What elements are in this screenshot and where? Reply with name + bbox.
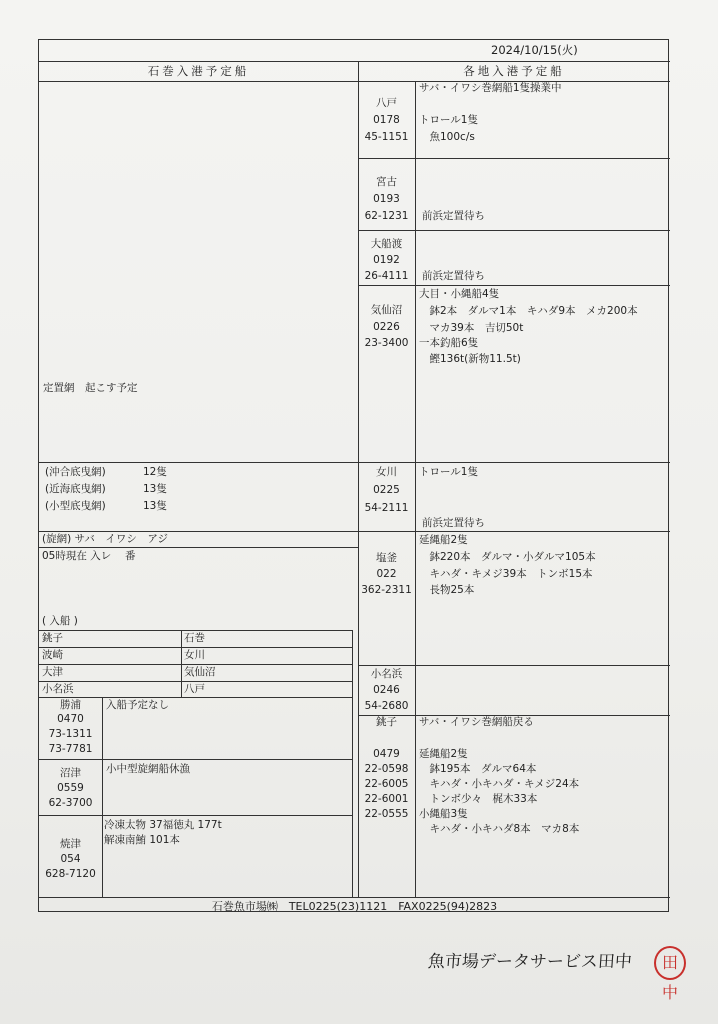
divider bbox=[39, 61, 670, 62]
port-note: トロール1隻 bbox=[419, 466, 478, 478]
footer-contact: 石巻魚市場㈱ TEL0225(23)1121 FAX0225(94)2823 bbox=[211, 900, 498, 913]
port-note: サバ・イワシ巻網船1隻操業中 bbox=[419, 82, 562, 94]
port-note: 前浜定置待ち bbox=[422, 517, 485, 529]
divider bbox=[358, 665, 670, 666]
divider bbox=[415, 81, 416, 897]
set-net-plan: 定置網 起こす予定 bbox=[43, 382, 138, 394]
port-note: キハダ・キメジ39本 トンボ15本 bbox=[419, 568, 593, 580]
port-phone: 362-2311 bbox=[361, 584, 412, 596]
port-phone: 22-0598 bbox=[364, 763, 409, 775]
arrival-port: 石巻 bbox=[184, 632, 205, 644]
port-note: 一本釣船6隻 bbox=[419, 337, 479, 349]
divider bbox=[39, 759, 352, 760]
port-phone: 73-1311 bbox=[48, 728, 93, 740]
left-column-header: 石巻入港予定船 bbox=[147, 64, 250, 78]
handwritten-signature: 魚市場データサービス田中 bbox=[427, 952, 633, 972]
port-phone: 54-2680 bbox=[364, 700, 409, 712]
trawl-count: 12隻 bbox=[143, 466, 167, 478]
port-phone: 54-2111 bbox=[364, 502, 409, 514]
port-phone: 0225 bbox=[373, 484, 400, 496]
purse-seine-species: (旋網) サバ イワシ アジ bbox=[42, 533, 168, 545]
port-note: 小中型旋網船休漁 bbox=[106, 763, 190, 775]
trawl-count: 13隻 bbox=[143, 483, 167, 495]
port-note: 冷凍太物 37福徳丸 177t bbox=[104, 819, 222, 831]
port-note: 大目・小縄船4隻 bbox=[419, 288, 500, 300]
port-note: マカ39本 吉切50t bbox=[419, 322, 524, 334]
port-name: 大船渡 bbox=[370, 238, 403, 250]
port-phone: 0193 bbox=[373, 193, 400, 205]
divider bbox=[358, 230, 670, 231]
divider bbox=[39, 897, 670, 898]
market-schedule-form bbox=[38, 39, 669, 912]
divider bbox=[39, 697, 352, 698]
divider bbox=[181, 630, 182, 697]
purse-seine-status: 05時現在 入レ 番 bbox=[42, 550, 136, 562]
port-note: キハダ・小キハダ・キメジ24本 bbox=[419, 778, 580, 790]
port-note: サバ・イワシ巻網船戻る bbox=[419, 716, 534, 728]
divider bbox=[39, 462, 358, 463]
divider bbox=[39, 81, 670, 82]
port-name: 宮古 bbox=[376, 176, 397, 188]
port-name: 焼津 bbox=[60, 838, 81, 850]
port-note: 前浜定置待ち bbox=[422, 270, 485, 282]
port-phone: 0192 bbox=[373, 254, 400, 266]
port-note: 魚100c/s bbox=[419, 131, 475, 143]
arrival-port: 気仙沼 bbox=[184, 666, 216, 678]
trawl-type: (近海底曳網) bbox=[45, 483, 106, 495]
divider bbox=[358, 462, 670, 463]
seal-stamp: 田中 bbox=[654, 946, 686, 980]
port-phone: 22-6005 bbox=[364, 778, 409, 790]
arrival-port: 女川 bbox=[184, 649, 205, 661]
trawl-type: (小型底曳網) bbox=[45, 500, 106, 512]
port-phone: 0559 bbox=[57, 782, 84, 794]
port-phone: 62-1231 bbox=[364, 210, 409, 222]
port-phone: 0226 bbox=[373, 321, 400, 333]
divider bbox=[102, 697, 103, 898]
port-phone: 0470 bbox=[57, 713, 84, 725]
port-note: 鉢220本 ダルマ・小ダルマ105本 bbox=[419, 551, 596, 563]
port-note: 解凍南鮪 101本 bbox=[104, 834, 180, 846]
arrival-heading: ( 入船 ) bbox=[42, 615, 78, 627]
port-note: 鉢195本 ダルマ64本 bbox=[419, 763, 537, 775]
divider bbox=[39, 531, 358, 532]
port-phone: 73-7781 bbox=[48, 743, 93, 755]
port-note: 入船予定なし bbox=[106, 699, 169, 711]
port-note: 長物25本 bbox=[419, 584, 475, 596]
port-note: トロール1隻 bbox=[419, 114, 478, 126]
arrival-port: 銚子 bbox=[42, 632, 63, 644]
port-note: 鰹136t(新物11.5t) bbox=[419, 353, 521, 365]
port-phone: 45-1151 bbox=[364, 131, 409, 143]
right-column-header: 各地入港予定船 bbox=[463, 64, 565, 78]
trawl-count: 13隻 bbox=[143, 500, 167, 512]
divider bbox=[39, 547, 358, 548]
trawl-type: (沖合底曳網) bbox=[45, 466, 106, 478]
port-phone: 22-6001 bbox=[364, 793, 409, 805]
divider bbox=[358, 158, 670, 159]
port-name: 塩釜 bbox=[376, 552, 397, 564]
port-name: 勝浦 bbox=[60, 699, 81, 711]
divider bbox=[358, 531, 670, 532]
port-phone: 0178 bbox=[373, 114, 400, 126]
port-note: 小縄船3隻 bbox=[419, 808, 468, 820]
port-name: 女川 bbox=[376, 466, 397, 478]
port-phone: 26-4111 bbox=[364, 270, 409, 282]
port-note: トンボ少々 梶木33本 bbox=[419, 793, 538, 805]
port-phone: 628-7120 bbox=[45, 868, 96, 880]
port-phone: 054 bbox=[60, 853, 81, 865]
port-phone: 0246 bbox=[373, 684, 400, 696]
port-name: 気仙沼 bbox=[370, 304, 403, 316]
port-name: 銚子 bbox=[376, 716, 397, 728]
port-note: 延縄船2隻 bbox=[419, 748, 468, 760]
port-name: 沼津 bbox=[60, 767, 81, 779]
port-phone: 22-0555 bbox=[364, 808, 409, 820]
port-note: 延縄船2隻 bbox=[419, 534, 468, 546]
port-phone: 0479 bbox=[373, 748, 400, 760]
port-name: 八戸 bbox=[376, 97, 397, 109]
divider bbox=[358, 285, 670, 286]
port-note: キハダ・小キハダ8本 マカ8本 bbox=[419, 823, 580, 835]
port-note: 前浜定置待ち bbox=[422, 210, 485, 222]
arrival-port: 大津 bbox=[42, 666, 63, 678]
report-date: 2024/10/15(火) bbox=[491, 43, 578, 57]
divider bbox=[352, 630, 353, 898]
divider bbox=[39, 664, 352, 665]
arrival-port: 小名浜 bbox=[42, 683, 74, 695]
arrival-port: 波崎 bbox=[42, 649, 63, 661]
port-note: 鉢2本 ダルマ1本 キハダ9本 メカ200本 bbox=[419, 305, 638, 317]
port-phone: 23-3400 bbox=[364, 337, 409, 349]
divider bbox=[39, 647, 352, 648]
port-phone: 62-3700 bbox=[48, 797, 93, 809]
divider bbox=[39, 815, 352, 816]
port-name: 小名浜 bbox=[370, 668, 403, 680]
arrival-port: 八戸 bbox=[184, 683, 205, 695]
divider bbox=[39, 681, 352, 682]
divider bbox=[39, 630, 352, 631]
port-phone: 022 bbox=[376, 568, 397, 580]
